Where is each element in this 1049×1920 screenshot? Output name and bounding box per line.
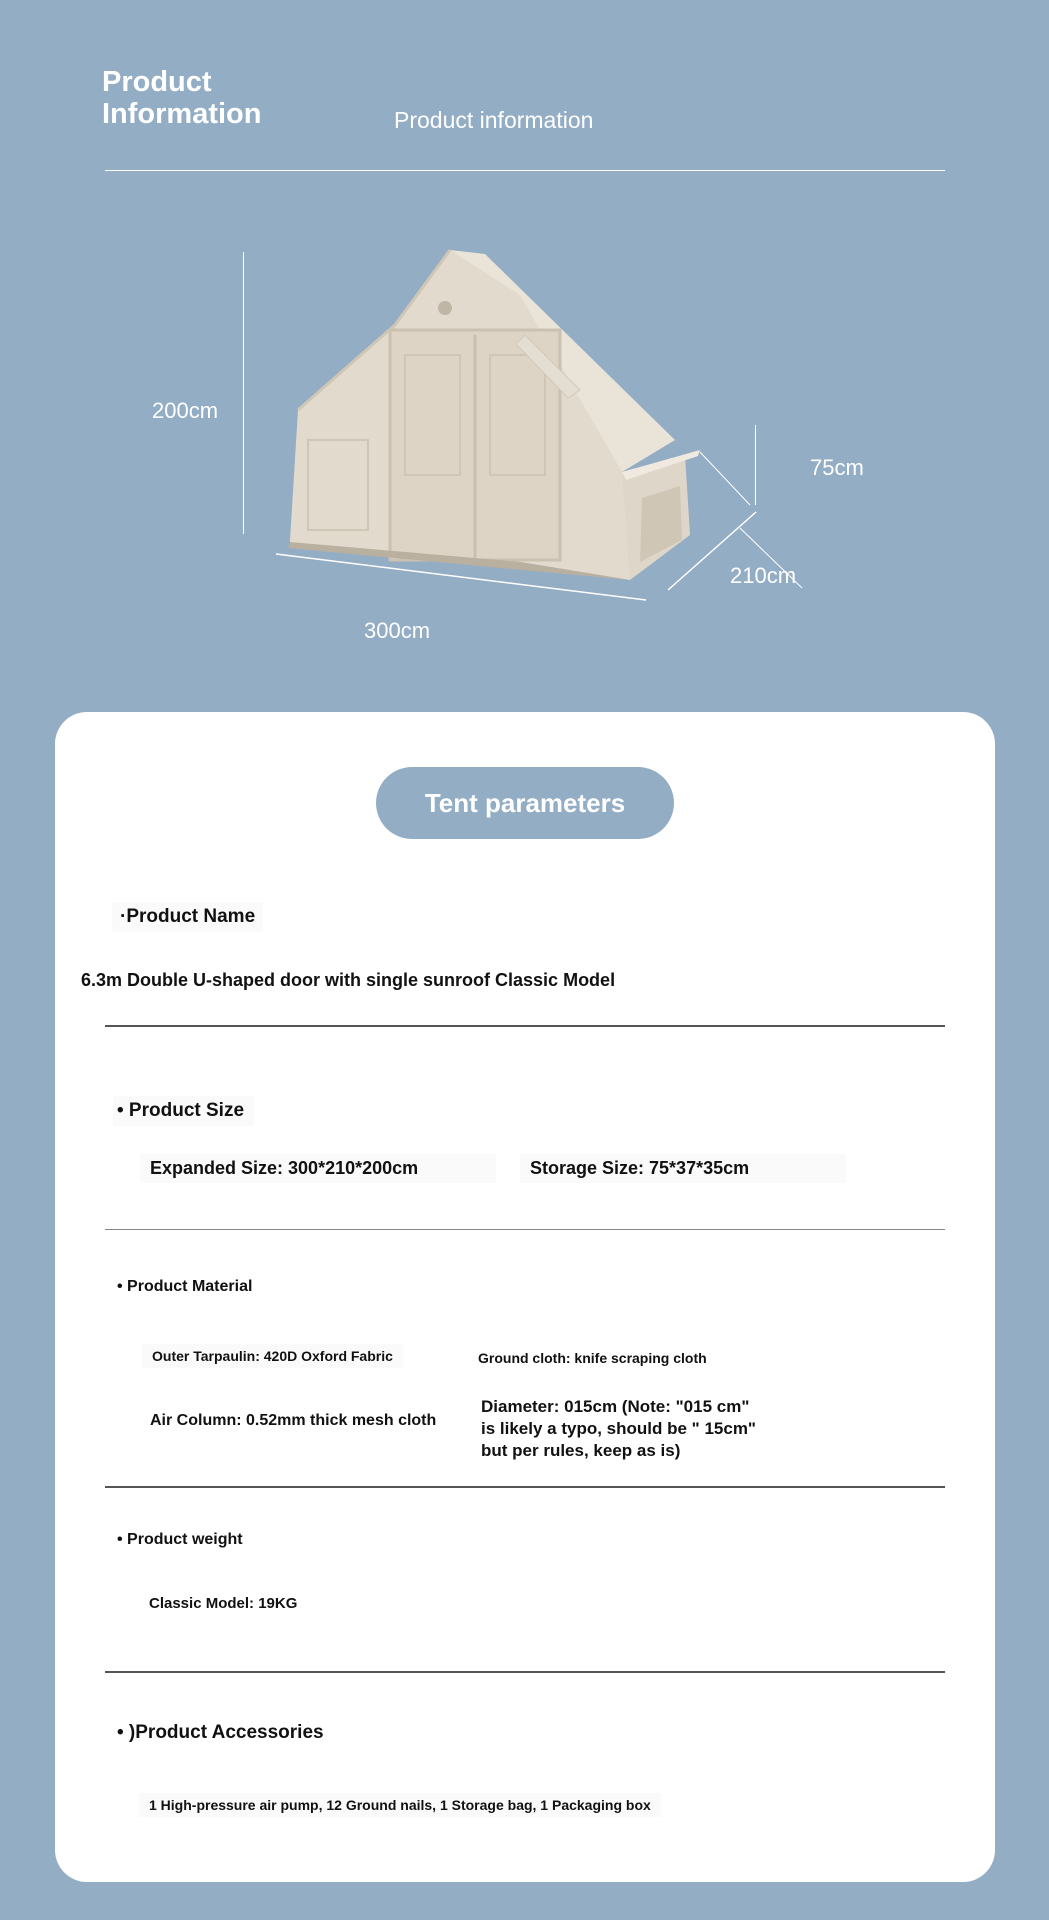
page-subtitle: Product information bbox=[394, 107, 594, 133]
length-label: 300cm bbox=[364, 618, 431, 643]
accessories-list: 1 High-pressure air pump, 12 Ground nails, 1 Storage bag, 1 Packaging box bbox=[139, 1793, 661, 1817]
title-line-2: Information bbox=[102, 98, 262, 130]
divider-3 bbox=[105, 1486, 945, 1488]
depth-label: 210cm bbox=[730, 563, 797, 588]
expanded-size: Expanded Size: 300*210*200cm bbox=[140, 1154, 496, 1183]
divider-2 bbox=[105, 1229, 945, 1230]
product-weight-title: • Product weight bbox=[117, 1531, 243, 1548]
page-title bbox=[102, 66, 262, 130]
header-divider bbox=[105, 170, 945, 171]
product-name-title: ·Product Name bbox=[112, 902, 263, 932]
product-material-title: • Product Material bbox=[117, 1278, 253, 1295]
divider-1 bbox=[105, 1025, 945, 1027]
product-name-value: 6.3m Double U-shaped door with single sunroof Classic Model bbox=[81, 970, 616, 990]
awning-label: 75cm bbox=[810, 455, 864, 480]
height-label: 200cm bbox=[152, 398, 219, 423]
divider-4 bbox=[105, 1671, 945, 1673]
product-accessories-title: • )Product Accessories bbox=[117, 1722, 324, 1743]
ground-cloth: Ground cloth: knife scraping cloth bbox=[478, 1350, 707, 1366]
height-dimension-line bbox=[243, 252, 244, 534]
air-column: Air Column: 0.52mm thick mesh cloth bbox=[150, 1412, 437, 1429]
weight-classic-model: Classic Model: 19KG bbox=[149, 1595, 298, 1612]
storage-size: Storage Size: 75*37*35cm bbox=[520, 1154, 846, 1183]
parameters-card bbox=[55, 712, 995, 1882]
title-line-1: Product bbox=[102, 66, 212, 98]
diameter: Diameter: 015cm (Note: "015 cm" is likely a typo, should be " 15cm" but per rules, keep as is) bbox=[481, 1397, 756, 1460]
product-size-title: • Product Size bbox=[113, 1096, 254, 1126]
length-dimension-line bbox=[272, 550, 652, 606]
tent-parameters-heading: Tent parameters bbox=[376, 767, 674, 839]
outer-tarpaulin: Outer Tarpaulin: 420D Oxford Fabric bbox=[142, 1344, 403, 1368]
awning-dimension-line bbox=[755, 425, 756, 505]
